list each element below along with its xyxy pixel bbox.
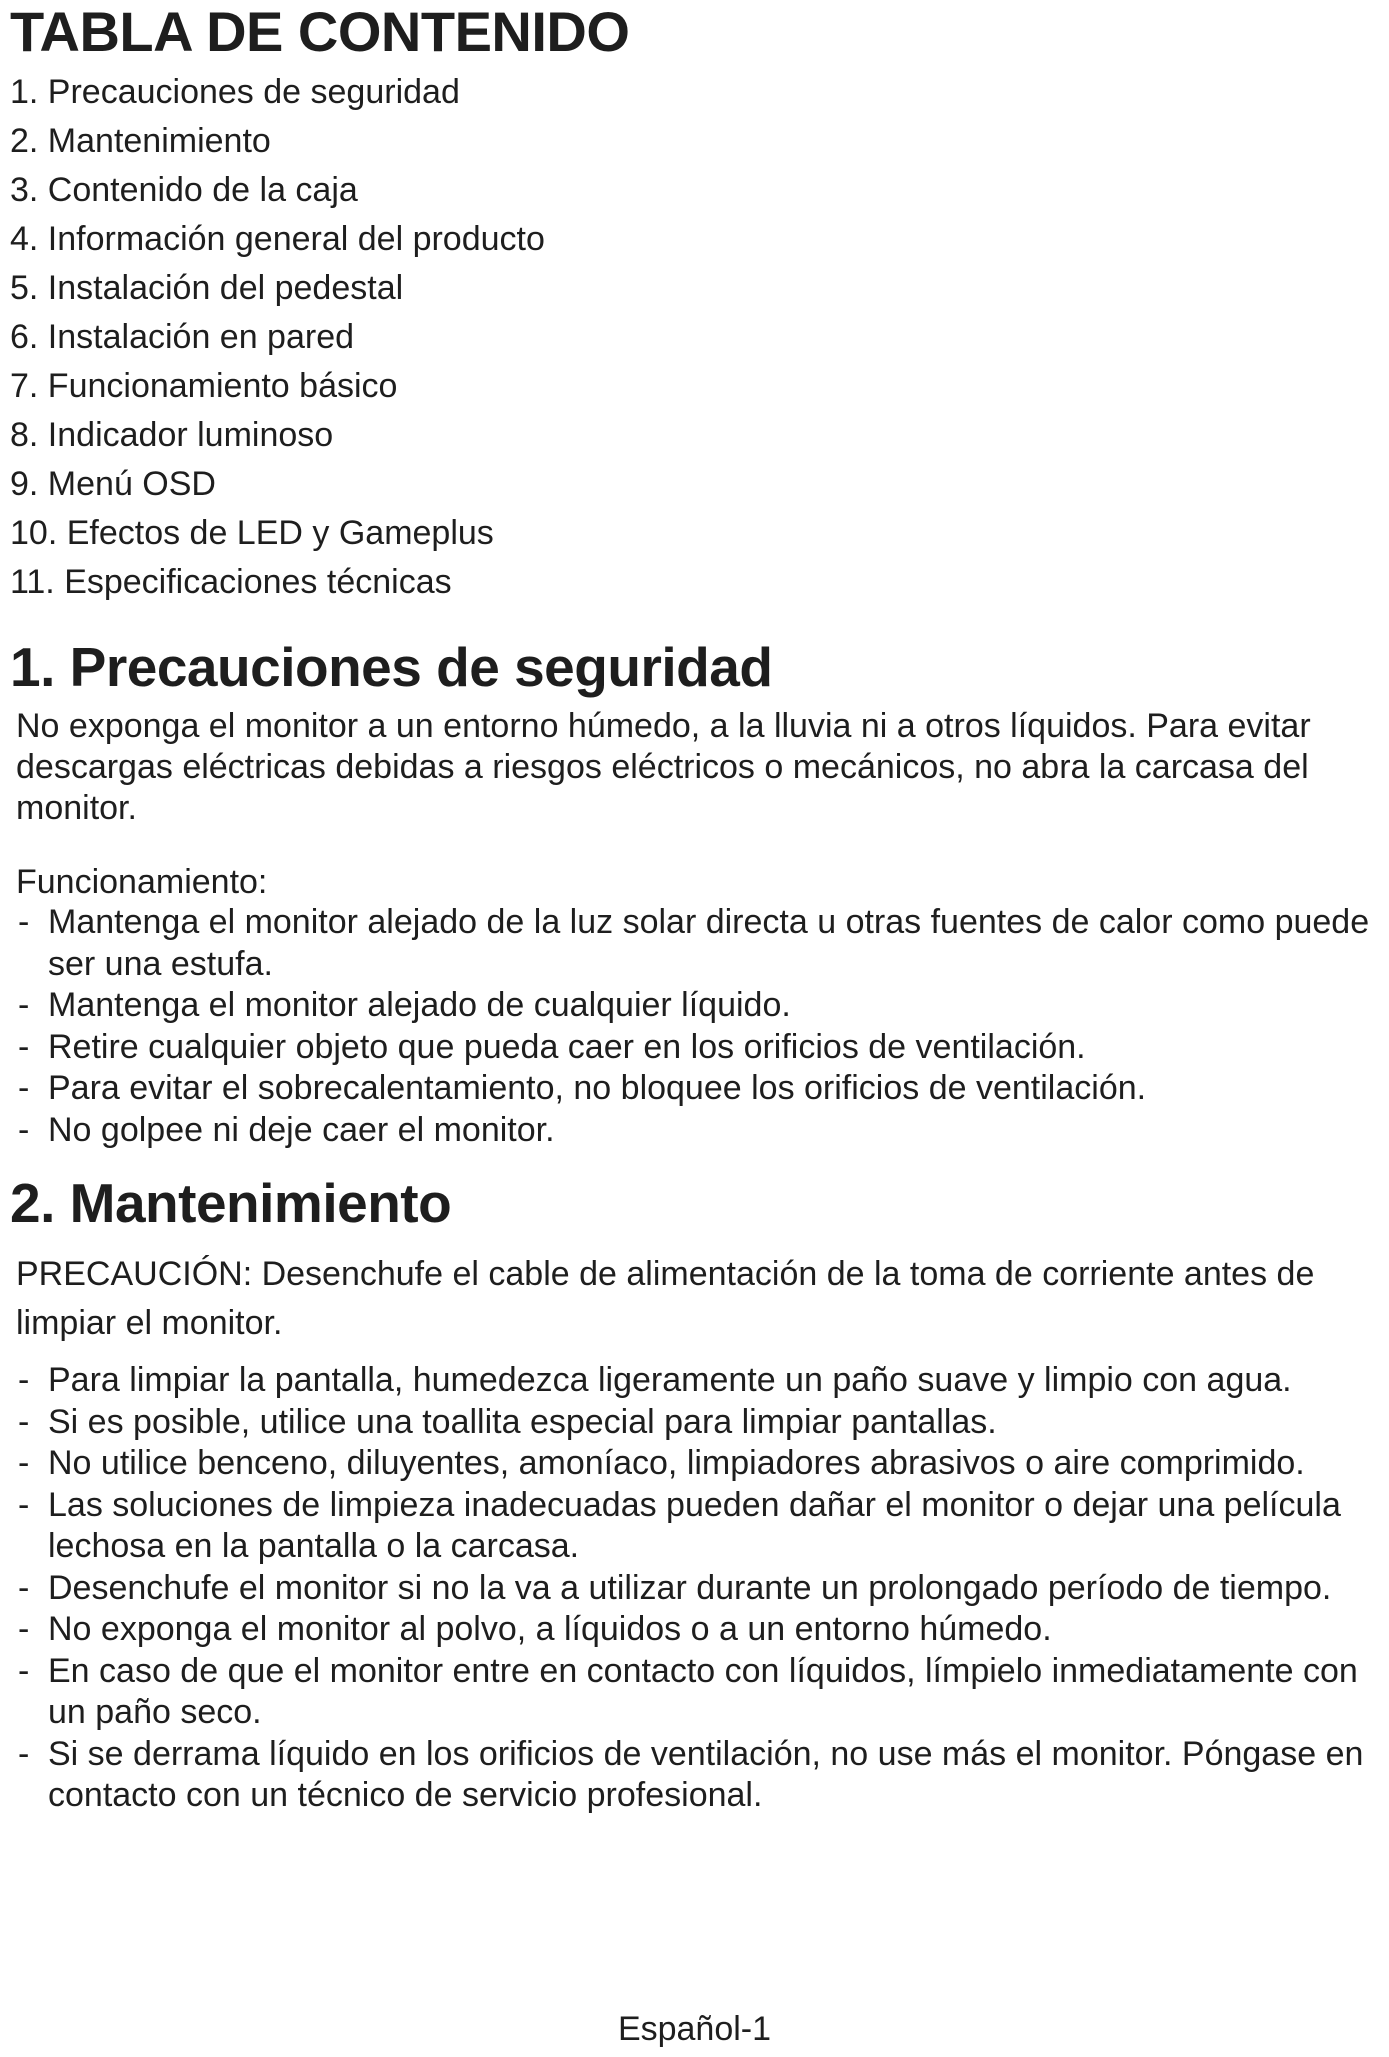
list-item-text: Para evitar el sobrecalentamiento, no bloquee los orificios de ventilación. xyxy=(48,1069,1147,1107)
list-item-text: Mantenga el monitor alejado de la luz solar directa u otras fuentes de calor como puede ser una estufa. xyxy=(48,903,1370,983)
list-item-text: Retire cualquier objeto que pueda caer en los orificios de ventilación. xyxy=(48,1027,1086,1066)
list-item-text: En caso de que el monitor entre en contacto con líquidos, límpielo inmediatamente con un paño seco. xyxy=(48,1651,1358,1731)
list-item xyxy=(16,1360,1378,1402)
list-item xyxy=(16,1402,1378,1444)
list-item xyxy=(16,1734,1378,1817)
list-item-text: No utilice benceno, diluyentes, amoníaco, limpiadores abrasivos o aire comprimido. xyxy=(48,1444,1305,1482)
section-title-maintenance: 2. Mantenimiento xyxy=(10,1172,452,1234)
list-item xyxy=(16,902,1378,985)
toc-item: 5. Instalación del pedestal xyxy=(10,269,404,307)
toc-title: TABLA DE CONTENIDO xyxy=(10,0,630,63)
list-item-text: No exponga el monitor al polvo, a líquidos o a un entorno húmedo. xyxy=(48,1610,1052,1648)
toc-item: 9. Menú OSD xyxy=(10,465,216,503)
toc-item: 10. Efectos de LED y Gameplus xyxy=(10,514,494,552)
list-item xyxy=(16,1568,1378,1610)
list-item xyxy=(16,1651,1378,1734)
page-number-footer: Español-1 xyxy=(617,2010,772,2048)
bullet-marker: - xyxy=(18,1361,30,1399)
bullet-marker: - xyxy=(18,1027,30,1066)
toc-list xyxy=(10,68,545,607)
maintenance-caution-paragraph: PRECAUCIÓN: Desenchufe el cable de alimentación de la toma de corriente antes de limpiar el monitor. xyxy=(16,1255,1315,1342)
safety-bullet-list xyxy=(16,902,1378,1151)
list-item-text: No golpee ni deje caer el monitor. xyxy=(48,1110,555,1149)
list-item-text: Si se derrama líquido en los orificios de ventilación, no use más el monitor. Póngase en contacto con un técnico de servicio profesional. xyxy=(48,1734,1364,1814)
section-title-safety: 1. Precauciones de seguridad xyxy=(10,636,773,698)
list-item xyxy=(16,1609,1378,1651)
list-item xyxy=(16,1027,1378,1069)
list-item-text: Mantenga el monitor alejado de cualquier líquido. xyxy=(48,986,791,1024)
list-item-text: Para limpiar la pantalla, humedezca ligeramente un paño suave y limpio con agua. xyxy=(48,1361,1292,1399)
toc-item: 8. Indicador luminoso xyxy=(10,416,334,454)
bullet-marker: - xyxy=(18,1402,30,1441)
safety-subheading: Funcionamiento: xyxy=(16,863,268,901)
bullet-marker: - xyxy=(18,1444,30,1482)
list-item-text: Si es posible, utilice una toallita especial para limpiar pantallas. xyxy=(48,1402,997,1441)
list-item-text: Desenchufe el monitor si no la va a utilizar durante un prolongado período de tiempo. xyxy=(48,1568,1332,1607)
bullet-marker: - xyxy=(18,1485,30,1524)
bullet-marker: - xyxy=(18,1651,30,1690)
bullet-marker: - xyxy=(18,1734,30,1773)
toc-item: 1. Precauciones de seguridad xyxy=(10,73,460,111)
list-item xyxy=(16,1443,1378,1485)
safety-intro-paragraph: No exponga el monitor a un entorno húmedo, a la lluvia ni a otros líquidos. Para evitar descargas eléctricas debidas a riesgos eléctricos o mecánicos, no abra la carcasa del monitor. xyxy=(16,707,1311,827)
toc-item: 7. Funcionamiento básico xyxy=(10,367,398,405)
list-item xyxy=(16,1110,1378,1152)
list-item xyxy=(16,1485,1378,1568)
bullet-marker: - xyxy=(18,1110,30,1149)
toc-item: 4. Información general del producto xyxy=(10,220,545,258)
toc-item: 11. Especificaciones técnicas xyxy=(10,563,452,601)
bullet-marker: - xyxy=(18,903,30,941)
maintenance-bullet-list xyxy=(16,1360,1378,1817)
bullet-marker: - xyxy=(18,986,30,1024)
bullet-marker: - xyxy=(18,1568,30,1607)
bullet-marker: - xyxy=(18,1069,30,1107)
toc-item: 2. Mantenimiento xyxy=(10,122,271,160)
list-item xyxy=(16,1068,1378,1110)
list-item xyxy=(16,985,1378,1027)
toc-item: 6. Instalación en pared xyxy=(10,318,355,356)
list-item-text: Las soluciones de limpieza inadecuadas pueden dañar el monitor o dejar una película lechosa en la pantalla o la carcasa. xyxy=(48,1485,1341,1565)
toc-item: 3. Contenido de la caja xyxy=(10,171,358,209)
bullet-marker: - xyxy=(18,1610,30,1648)
